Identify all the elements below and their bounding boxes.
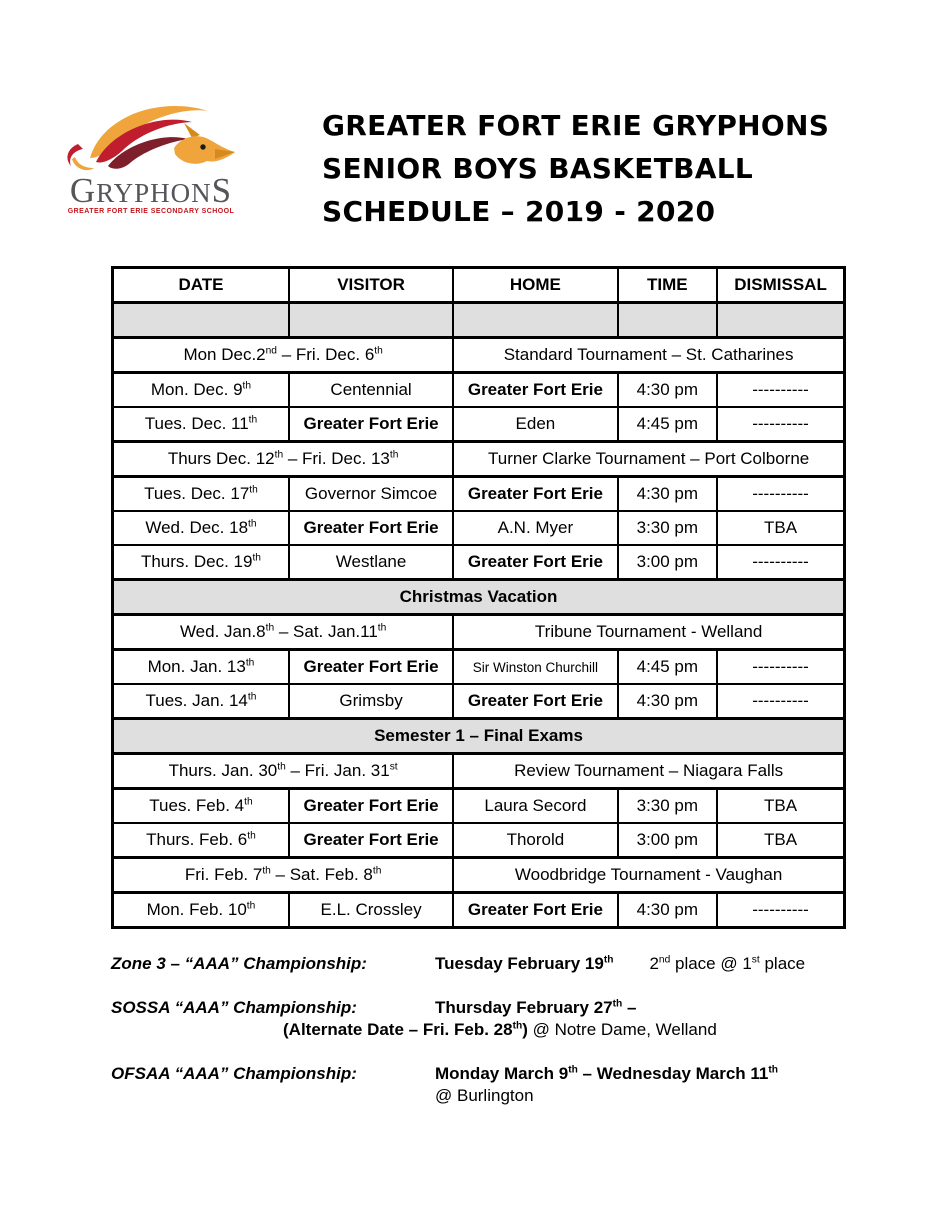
game-dismissal: ---------- — [717, 684, 844, 719]
game-visitor: E.L. Crossley — [289, 893, 453, 928]
game-date: Tues. Jan. 14th — [113, 684, 289, 719]
game-date: Thurs. Dec. 19th — [113, 545, 289, 580]
spacer-cell — [453, 303, 617, 338]
championship-ofsaa — [111, 1063, 871, 1106]
championship-note: 2nd place @ 1st place — [649, 954, 806, 973]
championship-sossa — [111, 997, 871, 1040]
game-date: Tues. Dec. 11th — [113, 407, 289, 442]
title-line-3: SCHEDULE – 2019 - 2020 — [322, 195, 716, 228]
game-dismissal: TBA — [717, 511, 844, 545]
tournament-event: Standard Tournament – St. Catharines — [453, 338, 844, 373]
game-time: 3:30 pm — [618, 789, 718, 824]
game-row — [113, 477, 845, 512]
game-row — [113, 789, 845, 824]
game-home: Greater Fort Erie — [453, 893, 617, 928]
game-date: Mon. Feb. 10th — [113, 893, 289, 928]
schedule-body — [113, 303, 845, 928]
championships — [111, 953, 871, 1129]
tournament-date: Wed. Jan.8th – Sat. Jan.11th — [113, 615, 454, 650]
game-home: Greater Fort Erie — [453, 545, 617, 580]
game-visitor: Governor Simcoe — [289, 477, 453, 512]
game-row — [113, 511, 845, 545]
championship-label: Zone 3 – “AAA” Championship: — [111, 954, 367, 973]
section-label: Christmas Vacation — [113, 580, 845, 615]
tournament-row — [113, 858, 845, 893]
game-time: 4:30 pm — [618, 893, 718, 928]
game-home: Sir Winston Churchill — [453, 650, 617, 685]
game-home: Greater Fort Erie — [453, 684, 617, 719]
tournament-date: Thurs Dec. 12th – Fri. Dec. 13th — [113, 442, 454, 477]
spacer-cell — [618, 303, 718, 338]
game-row — [113, 684, 845, 719]
game-home: Eden — [453, 407, 617, 442]
championship-line2: (Alternate Date – Fri. Feb. 28th) @ Notre Dame, Welland — [283, 1020, 717, 1039]
game-row — [113, 650, 845, 685]
game-dismissal: TBA — [717, 789, 844, 824]
game-visitor: Greater Fort Erie — [289, 650, 453, 685]
section-row — [113, 580, 845, 615]
game-visitor: Greater Fort Erie — [289, 789, 453, 824]
spacer-cell — [289, 303, 453, 338]
championship-date: Tuesday February 19th — [435, 954, 614, 973]
game-time: 4:30 pm — [618, 477, 718, 512]
page-title — [322, 104, 829, 233]
game-dismissal: TBA — [717, 823, 844, 858]
game-time: 3:00 pm — [618, 823, 718, 858]
game-dismissal: ---------- — [717, 407, 844, 442]
col-header-time: TIME — [618, 268, 718, 303]
game-date: Wed. Dec. 18th — [113, 511, 289, 545]
game-home: A.N. Myer — [453, 511, 617, 545]
game-row — [113, 407, 845, 442]
game-time: 4:45 pm — [618, 650, 718, 685]
tournament-event: Woodbridge Tournament - Vaughan — [453, 858, 844, 893]
tournament-row — [113, 442, 845, 477]
game-dismissal: ---------- — [717, 893, 844, 928]
game-row — [113, 893, 845, 928]
championship-date: Monday March 9th – Wednesday March 11th — [435, 1064, 779, 1083]
title-line-2: SENIOR BOYS BASKETBALL — [322, 152, 753, 185]
spacer-cell — [113, 303, 289, 338]
logo-school-name: GREATER FORT ERIE SECONDARY SCHOOL — [67, 208, 235, 215]
tournament-date: Thurs. Jan. 30th – Fri. Jan. 31st — [113, 754, 454, 789]
game-home: Thorold — [453, 823, 617, 858]
championship-line2: @ Burlington — [435, 1086, 534, 1105]
championship-line1 — [111, 997, 871, 1018]
game-time: 4:30 pm — [618, 373, 718, 408]
game-home: Laura Secord — [453, 789, 617, 824]
game-visitor: Greater Fort Erie — [289, 823, 453, 858]
game-visitor: Greater Fort Erie — [289, 511, 453, 545]
spacer-cell — [717, 303, 844, 338]
schedule-table — [111, 266, 846, 929]
game-home: Greater Fort Erie — [453, 373, 617, 408]
gryphons-logo — [60, 96, 242, 215]
game-date: Tues. Feb. 4th — [113, 789, 289, 824]
title-line-1: GREATER FORT ERIE GRYPHONS — [322, 109, 830, 142]
championship-label: SOSSA “AAA” Championship: — [111, 998, 357, 1017]
game-visitor: Centennial — [289, 373, 453, 408]
game-visitor: Westlane — [289, 545, 453, 580]
game-dismissal: ---------- — [717, 650, 844, 685]
game-time: 3:30 pm — [618, 511, 718, 545]
tournament-event: Turner Clarke Tournament – Port Colborne — [453, 442, 844, 477]
tournament-event: Review Tournament – Niagara Falls — [453, 754, 844, 789]
game-home: Greater Fort Erie — [453, 477, 617, 512]
championship-date: Thursday February 27th – — [435, 998, 637, 1017]
game-time: 4:30 pm — [618, 684, 718, 719]
game-visitor: Grimsby — [289, 684, 453, 719]
gryphon-icon — [62, 96, 240, 182]
header-row — [113, 268, 845, 303]
tournament-date: Fri. Feb. 7th – Sat. Feb. 8th — [113, 858, 454, 893]
section-label: Semester 1 – Final Exams — [113, 719, 845, 754]
game-dismissal: ---------- — [717, 545, 844, 580]
game-date: Mon. Dec. 9th — [113, 373, 289, 408]
championship-line1 — [111, 1063, 871, 1084]
col-header-date: DATE — [113, 268, 289, 303]
tournament-row — [113, 615, 845, 650]
championship-label: OFSAA “AAA” Championship: — [111, 1064, 357, 1083]
championship-zone3 — [111, 953, 871, 974]
game-time: 3:00 pm — [618, 545, 718, 580]
game-time: 4:45 pm — [618, 407, 718, 442]
tournament-event: Tribune Tournament - Welland — [453, 615, 844, 650]
col-header-dismissal: DISMISSAL — [717, 268, 844, 303]
logo-wordmark: GRYPHONS — [69, 171, 233, 210]
game-date: Thurs. Feb. 6th — [113, 823, 289, 858]
game-dismissal: ---------- — [717, 373, 844, 408]
section-row — [113, 719, 845, 754]
tournament-date: Mon Dec.2nd – Fri. Dec. 6th — [113, 338, 454, 373]
tournament-row — [113, 754, 845, 789]
col-header-home: HOME — [453, 268, 617, 303]
game-row — [113, 373, 845, 408]
game-row — [113, 545, 845, 580]
game-row — [113, 823, 845, 858]
col-header-visitor: VISITOR — [289, 268, 453, 303]
spacer-row — [113, 303, 845, 338]
tournament-row — [113, 338, 845, 373]
game-date: Tues. Dec. 17th — [113, 477, 289, 512]
game-dismissal: ---------- — [717, 477, 844, 512]
game-visitor: Greater Fort Erie — [289, 407, 453, 442]
game-date: Mon. Jan. 13th — [113, 650, 289, 685]
